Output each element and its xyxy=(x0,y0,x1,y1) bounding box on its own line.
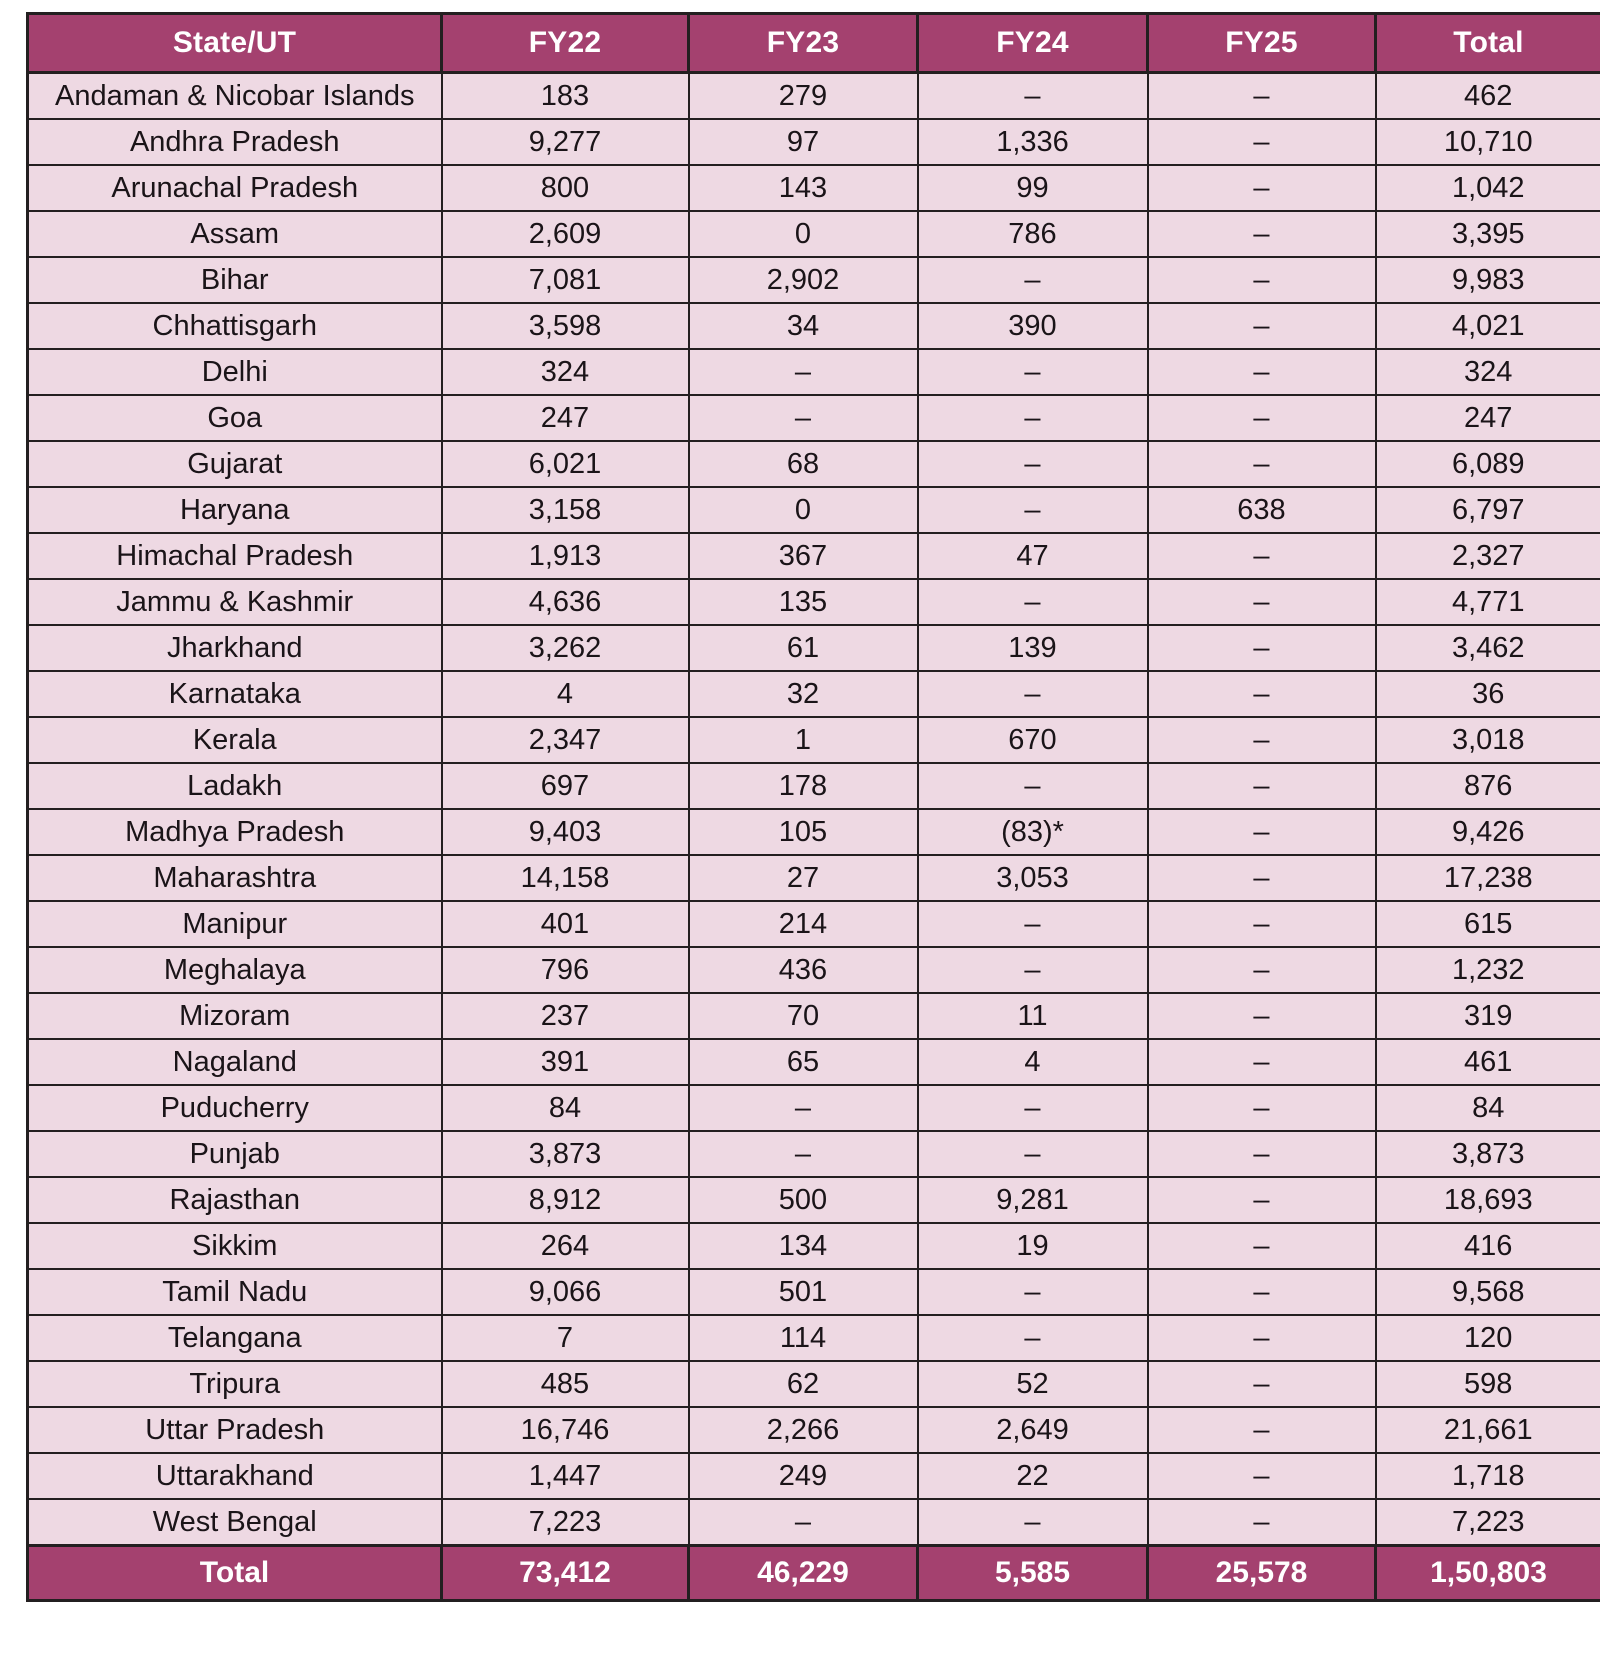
table-row xyxy=(28,1499,1600,1546)
total-value-fy25: 25,578 xyxy=(1148,1546,1376,1601)
value-fy22: 800 xyxy=(442,165,689,211)
value-total: 3,462 xyxy=(1376,625,1600,671)
state-name: Puducherry xyxy=(28,1085,442,1131)
value-fy23: 500 xyxy=(689,1177,918,1223)
table-row xyxy=(28,671,1600,717)
value-fy22: 7 xyxy=(442,1315,689,1361)
value-fy24: 2,649 xyxy=(918,1407,1148,1453)
value-fy25: – xyxy=(1148,1361,1376,1407)
column-header-fy23: FY23 xyxy=(689,14,918,73)
value-fy24: 11 xyxy=(918,993,1148,1039)
value-fy22: 14,158 xyxy=(442,855,689,901)
state-name: Telangana xyxy=(28,1315,442,1361)
value-total: 319 xyxy=(1376,993,1600,1039)
value-fy24: – xyxy=(918,1269,1148,1315)
state-name: Chhattisgarh xyxy=(28,303,442,349)
value-fy23: 68 xyxy=(689,441,918,487)
value-total: 36 xyxy=(1376,671,1600,717)
value-fy24: – xyxy=(918,1131,1148,1177)
value-total: 6,797 xyxy=(1376,487,1600,533)
value-fy23: 436 xyxy=(689,947,918,993)
table-row xyxy=(28,487,1600,533)
column-header-total: Total xyxy=(1376,14,1600,73)
value-fy25: – xyxy=(1148,257,1376,303)
table-row xyxy=(28,1085,1600,1131)
column-header-fy24: FY24 xyxy=(918,14,1148,73)
total-value-fy24: 5,585 xyxy=(918,1546,1148,1601)
value-fy24: 1,336 xyxy=(918,119,1148,165)
value-total: 18,693 xyxy=(1376,1177,1600,1223)
value-fy24: 99 xyxy=(918,165,1148,211)
value-fy25: – xyxy=(1148,1407,1376,1453)
table-total-row xyxy=(28,1546,1600,1601)
value-fy22: 9,277 xyxy=(442,119,689,165)
value-fy23: 367 xyxy=(689,533,918,579)
value-fy24: – xyxy=(918,257,1148,303)
value-total: 1,718 xyxy=(1376,1453,1600,1499)
value-fy25: – xyxy=(1148,1223,1376,1269)
value-fy25: – xyxy=(1148,1453,1376,1499)
table-row xyxy=(28,211,1600,257)
state-name: Jammu & Kashmir xyxy=(28,579,442,625)
value-total: 21,661 xyxy=(1376,1407,1600,1453)
value-fy23: 134 xyxy=(689,1223,918,1269)
value-fy23: – xyxy=(689,1499,918,1546)
value-fy23: 501 xyxy=(689,1269,918,1315)
value-total: 120 xyxy=(1376,1315,1600,1361)
table-row xyxy=(28,165,1600,211)
value-fy22: 237 xyxy=(442,993,689,1039)
value-fy25: – xyxy=(1148,901,1376,947)
table-row xyxy=(28,993,1600,1039)
value-total: 3,395 xyxy=(1376,211,1600,257)
value-total: 9,983 xyxy=(1376,257,1600,303)
value-fy25: – xyxy=(1148,1039,1376,1085)
table-row xyxy=(28,441,1600,487)
value-fy22: 16,746 xyxy=(442,1407,689,1453)
value-total: 462 xyxy=(1376,73,1600,120)
state-name: Andaman & Nicobar Islands xyxy=(28,73,442,120)
value-fy22: 247 xyxy=(442,395,689,441)
state-funding-table xyxy=(26,12,1600,1602)
table-row xyxy=(28,901,1600,947)
state-name: Punjab xyxy=(28,1131,442,1177)
value-fy23: – xyxy=(689,349,918,395)
value-fy25: – xyxy=(1148,993,1376,1039)
value-fy25: – xyxy=(1148,1177,1376,1223)
state-name: Ladakh xyxy=(28,763,442,809)
total-value-fy22: 73,412 xyxy=(442,1546,689,1601)
state-name: Kerala xyxy=(28,717,442,763)
value-fy23: 70 xyxy=(689,993,918,1039)
value-fy23: 279 xyxy=(689,73,918,120)
state-name: Delhi xyxy=(28,349,442,395)
value-fy23: 2,902 xyxy=(689,257,918,303)
value-fy25: – xyxy=(1148,349,1376,395)
value-fy23: 214 xyxy=(689,901,918,947)
value-total: 4,021 xyxy=(1376,303,1600,349)
value-total: 9,426 xyxy=(1376,809,1600,855)
value-fy24: 3,053 xyxy=(918,855,1148,901)
value-fy23: 0 xyxy=(689,487,918,533)
value-fy25: – xyxy=(1148,625,1376,671)
value-fy24: – xyxy=(918,763,1148,809)
value-fy24: 139 xyxy=(918,625,1148,671)
value-total: 461 xyxy=(1376,1039,1600,1085)
value-fy23: 114 xyxy=(689,1315,918,1361)
value-fy23: 178 xyxy=(689,763,918,809)
state-name: Sikkim xyxy=(28,1223,442,1269)
value-fy24: 4 xyxy=(918,1039,1148,1085)
table-row xyxy=(28,1039,1600,1085)
value-fy24: 9,281 xyxy=(918,1177,1148,1223)
value-fy22: 1,913 xyxy=(442,533,689,579)
value-fy25: – xyxy=(1148,1085,1376,1131)
value-fy22: 9,403 xyxy=(442,809,689,855)
value-fy23: 65 xyxy=(689,1039,918,1085)
value-fy22: 324 xyxy=(442,349,689,395)
value-fy24: – xyxy=(918,579,1148,625)
value-fy22: 2,347 xyxy=(442,717,689,763)
value-fy22: 183 xyxy=(442,73,689,120)
table-row xyxy=(28,303,1600,349)
table-row xyxy=(28,717,1600,763)
value-total: 17,238 xyxy=(1376,855,1600,901)
state-name: Bihar xyxy=(28,257,442,303)
state-name: Nagaland xyxy=(28,1039,442,1085)
value-total: 247 xyxy=(1376,395,1600,441)
value-fy25: – xyxy=(1148,165,1376,211)
value-fy23: – xyxy=(689,395,918,441)
table-row xyxy=(28,1361,1600,1407)
value-fy23: 2,266 xyxy=(689,1407,918,1453)
state-name: Madhya Pradesh xyxy=(28,809,442,855)
value-fy24: – xyxy=(918,1085,1148,1131)
value-fy22: 3,598 xyxy=(442,303,689,349)
column-header-state: State/UT xyxy=(28,14,442,73)
value-fy25: – xyxy=(1148,947,1376,993)
value-fy24: – xyxy=(918,1499,1148,1546)
value-total: 876 xyxy=(1376,763,1600,809)
state-name: Goa xyxy=(28,395,442,441)
state-name: Tamil Nadu xyxy=(28,1269,442,1315)
table-row xyxy=(28,855,1600,901)
value-fy25: – xyxy=(1148,1131,1376,1177)
value-fy24: 390 xyxy=(918,303,1148,349)
value-fy22: 3,262 xyxy=(442,625,689,671)
value-fy24: – xyxy=(918,349,1148,395)
state-name: Rajasthan xyxy=(28,1177,442,1223)
value-total: 4,771 xyxy=(1376,579,1600,625)
state-name: Uttarakhand xyxy=(28,1453,442,1499)
state-name: West Bengal xyxy=(28,1499,442,1546)
value-fy24: 786 xyxy=(918,211,1148,257)
value-fy23: 143 xyxy=(689,165,918,211)
value-fy22: 485 xyxy=(442,1361,689,1407)
value-fy23: 249 xyxy=(689,1453,918,1499)
table-row xyxy=(28,1177,1600,1223)
value-fy23: 105 xyxy=(689,809,918,855)
table-row xyxy=(28,395,1600,441)
value-fy22: 391 xyxy=(442,1039,689,1085)
table-row xyxy=(28,1407,1600,1453)
value-fy24: – xyxy=(918,947,1148,993)
value-fy25: – xyxy=(1148,441,1376,487)
value-fy23: – xyxy=(689,1085,918,1131)
value-fy25: 638 xyxy=(1148,487,1376,533)
value-fy24: – xyxy=(918,73,1148,120)
value-fy25: – xyxy=(1148,1315,1376,1361)
state-name: Maharashtra xyxy=(28,855,442,901)
value-fy23: 62 xyxy=(689,1361,918,1407)
value-fy25: – xyxy=(1148,763,1376,809)
value-fy25: – xyxy=(1148,809,1376,855)
value-fy22: 4 xyxy=(442,671,689,717)
table-row xyxy=(28,119,1600,165)
table-row xyxy=(28,257,1600,303)
table-row xyxy=(28,809,1600,855)
value-fy25: – xyxy=(1148,395,1376,441)
total-state-name: Total xyxy=(28,1546,442,1601)
column-header-fy22: FY22 xyxy=(442,14,689,73)
value-fy24: 22 xyxy=(918,1453,1148,1499)
value-fy22: 401 xyxy=(442,901,689,947)
value-total: 3,873 xyxy=(1376,1131,1600,1177)
value-fy22: 4,636 xyxy=(442,579,689,625)
value-fy25: – xyxy=(1148,73,1376,120)
value-fy25: – xyxy=(1148,1499,1376,1546)
value-fy24: 52 xyxy=(918,1361,1148,1407)
value-fy22: 3,873 xyxy=(442,1131,689,1177)
table-row xyxy=(28,533,1600,579)
table-row xyxy=(28,1269,1600,1315)
value-fy22: 8,912 xyxy=(442,1177,689,1223)
header-row xyxy=(28,14,1600,73)
value-total: 598 xyxy=(1376,1361,1600,1407)
value-total: 84 xyxy=(1376,1085,1600,1131)
value-fy24: (83)* xyxy=(918,809,1148,855)
value-fy24: – xyxy=(918,671,1148,717)
state-name: Gujarat xyxy=(28,441,442,487)
state-name: Meghalaya xyxy=(28,947,442,993)
value-fy22: 6,021 xyxy=(442,441,689,487)
value-fy22: 84 xyxy=(442,1085,689,1131)
state-name: Karnataka xyxy=(28,671,442,717)
value-fy24: 670 xyxy=(918,717,1148,763)
value-fy25: – xyxy=(1148,533,1376,579)
table-row xyxy=(28,763,1600,809)
value-fy23: 34 xyxy=(689,303,918,349)
value-fy22: 7,081 xyxy=(442,257,689,303)
total-value-total: 1,50,803 xyxy=(1376,1546,1600,1601)
value-fy24: – xyxy=(918,441,1148,487)
value-fy23: 27 xyxy=(689,855,918,901)
table-row xyxy=(28,1315,1600,1361)
state-name: Uttar Pradesh xyxy=(28,1407,442,1453)
total-value-fy23: 46,229 xyxy=(689,1546,918,1601)
value-fy23: 0 xyxy=(689,211,918,257)
table-row xyxy=(28,1131,1600,1177)
value-total: 10,710 xyxy=(1376,119,1600,165)
state-name: Andhra Pradesh xyxy=(28,119,442,165)
state-name: Himachal Pradesh xyxy=(28,533,442,579)
value-fy25: – xyxy=(1148,717,1376,763)
value-fy24: 47 xyxy=(918,533,1148,579)
value-fy25: – xyxy=(1148,211,1376,257)
state-name: Arunachal Pradesh xyxy=(28,165,442,211)
value-fy24: – xyxy=(918,395,1148,441)
value-total: 7,223 xyxy=(1376,1499,1600,1546)
value-fy25: – xyxy=(1148,119,1376,165)
value-fy22: 1,447 xyxy=(442,1453,689,1499)
value-total: 6,089 xyxy=(1376,441,1600,487)
table-row xyxy=(28,1453,1600,1499)
value-fy23: 97 xyxy=(689,119,918,165)
table-row xyxy=(28,1223,1600,1269)
value-fy23: 61 xyxy=(689,625,918,671)
table-row xyxy=(28,947,1600,993)
table-row xyxy=(28,73,1600,120)
value-total: 1,042 xyxy=(1376,165,1600,211)
value-fy22: 697 xyxy=(442,763,689,809)
table-body xyxy=(28,73,1600,1601)
value-total: 3,018 xyxy=(1376,717,1600,763)
value-fy25: – xyxy=(1148,579,1376,625)
value-fy24: – xyxy=(918,487,1148,533)
table-row xyxy=(28,579,1600,625)
value-fy22: 2,609 xyxy=(442,211,689,257)
value-fy25: – xyxy=(1148,671,1376,717)
value-fy25: – xyxy=(1148,1269,1376,1315)
value-fy22: 7,223 xyxy=(442,1499,689,1546)
value-fy24: – xyxy=(918,901,1148,947)
table-row xyxy=(28,349,1600,395)
value-fy23: 32 xyxy=(689,671,918,717)
table-header xyxy=(28,14,1600,73)
value-total: 1,232 xyxy=(1376,947,1600,993)
value-fy22: 9,066 xyxy=(442,1269,689,1315)
value-fy23: 135 xyxy=(689,579,918,625)
state-name: Assam xyxy=(28,211,442,257)
value-fy24: – xyxy=(918,1315,1148,1361)
value-fy22: 3,158 xyxy=(442,487,689,533)
value-total: 416 xyxy=(1376,1223,1600,1269)
value-fy22: 796 xyxy=(442,947,689,993)
value-total: 615 xyxy=(1376,901,1600,947)
column-header-fy25: FY25 xyxy=(1148,14,1376,73)
state-name: Jharkhand xyxy=(28,625,442,671)
state-name: Haryana xyxy=(28,487,442,533)
value-fy23: 1 xyxy=(689,717,918,763)
value-fy24: 19 xyxy=(918,1223,1148,1269)
state-name: Tripura xyxy=(28,1361,442,1407)
value-fy25: – xyxy=(1148,855,1376,901)
value-total: 9,568 xyxy=(1376,1269,1600,1315)
value-total: 324 xyxy=(1376,349,1600,395)
state-name: Mizoram xyxy=(28,993,442,1039)
value-fy22: 264 xyxy=(442,1223,689,1269)
value-fy25: – xyxy=(1148,303,1376,349)
value-fy23: – xyxy=(689,1131,918,1177)
table-row xyxy=(28,625,1600,671)
value-total: 2,327 xyxy=(1376,533,1600,579)
state-name: Manipur xyxy=(28,901,442,947)
